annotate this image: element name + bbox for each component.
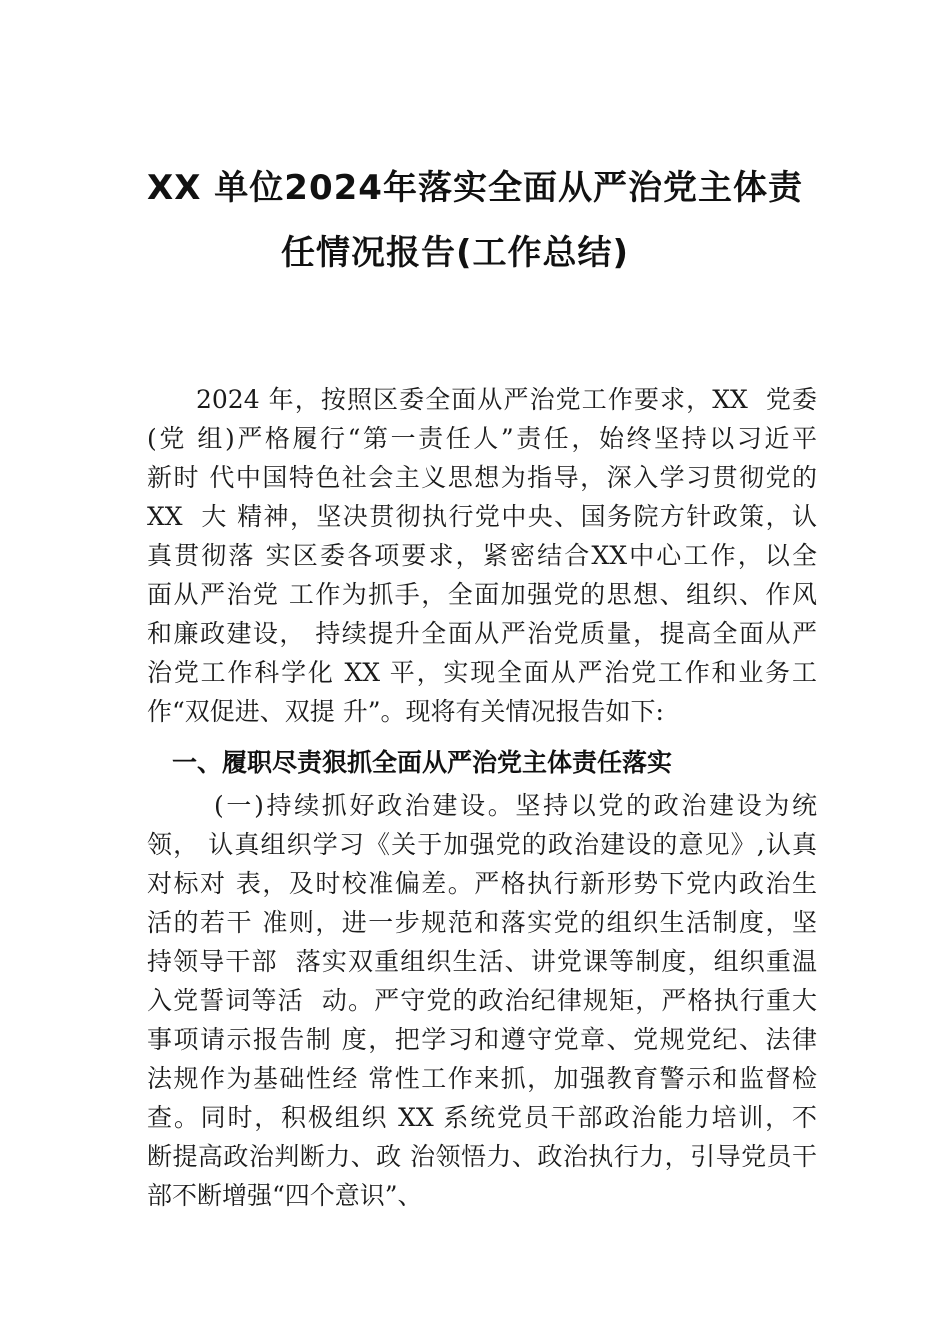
section-line: 部不断增强“四个意识”、: [147, 1181, 423, 1210]
section-line: 断提高政治判断力、政 治领悟力、政治执行力，引导党员干: [147, 1142, 817, 1171]
section-line: 入党誓词等活 动。严守党的政治纪律规矩，严格执行重大: [147, 986, 817, 1015]
intro-line: 面从严治党 工作为抓手，全面加强党的思想、组织、作风: [147, 580, 817, 609]
section-line: (一)持续抓好政治建设。坚持以党的政治建设为统: [214, 791, 817, 820]
section-line: 对标对 表，及时校准偏差。严格执行新形势下党内政治生: [147, 869, 817, 898]
section-line: 法规作为基础性经 常性工作来抓，加强教育警示和监督检: [147, 1064, 817, 1093]
intro-line: (党 组)严格履行“第一责任人”责任，始终坚持以习近平: [147, 424, 817, 453]
document-title-line-1: XX 单位2024年落实全面从严治党主体责: [147, 168, 803, 208]
section-heading: 一、履职尽责狠抓全面从严治党主体责任落实: [172, 748, 673, 777]
section-line: 活的若干 准则，进一步规范和落实党的组织生活制度，坚: [147, 908, 817, 937]
intro-line: 治党工作科学化 XX 平，实现全面从严治党工作和业务工: [147, 658, 817, 687]
section-line: 事项请示报告制 度，把学习和遵守党章、党规党纪、法律: [147, 1025, 817, 1054]
section-line: 持领导干部 落实双重组织生活、讲党课等制度，组织重温: [147, 947, 817, 976]
intro-line: XX 大 精神，坚决贯彻执行党中央、国务院方针政策，认: [147, 502, 817, 531]
intro-line: 和廉政建设， 持续提升全面从严治党质量，提高全面从严: [147, 619, 817, 648]
intro-line: 作“双促进、双提 升”。现将有关情况报告如下:: [147, 697, 664, 726]
intro-line: 2024 年，按照区委全面从严治党工作要求，XX 党委: [196, 385, 817, 414]
intro-line: 新时 代中国特色社会主义思想为指导，深入学习贯彻党的: [147, 463, 817, 492]
document-title-line-2: 任情况报告(工作总结): [280, 233, 630, 273]
section-line: 查。同时，积极组织 XX 系统党员干部政治能力培训，不: [147, 1103, 817, 1132]
intro-line: 真贯彻落 实区委各项要求，紧密结合XX中心工作，以全: [147, 541, 817, 570]
section-line: 领， 认真组织学习《关于加强党的政治建设的意见》,认真: [147, 830, 817, 859]
